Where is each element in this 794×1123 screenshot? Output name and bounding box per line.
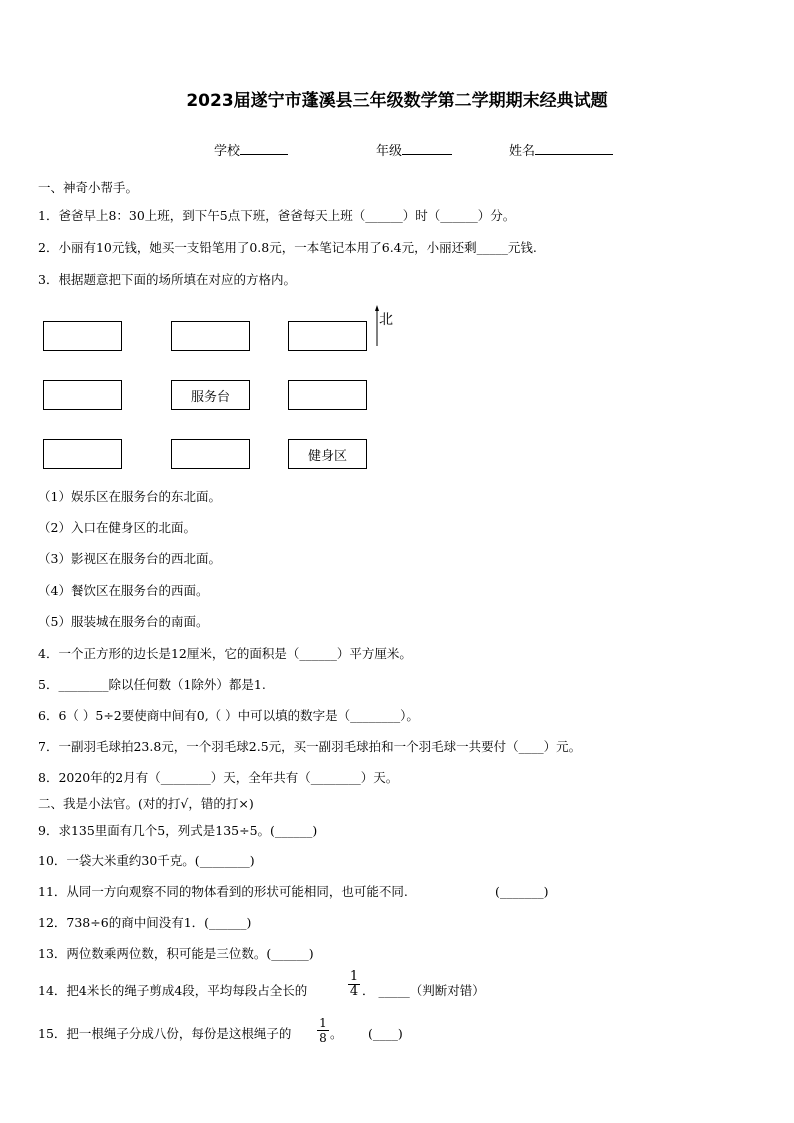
grade-label: 年级 [376,144,403,159]
north-label: 北 [379,312,393,328]
question-5: 5．________除以任何数（1除外）都是1. [38,677,266,692]
question-7: 7．一副羽毛球拍23.8元，一个羽毛球2.5元，买一副羽毛球拍和一个羽毛球一共要付（____）元。 [38,739,582,754]
school-blank [240,142,288,155]
question-2: 2．小丽有10元钱，她买一支铅笔用了0.8元，一本笔记本用了6.4元，小丽还剩_____元钱. [38,240,537,255]
name-blank [535,142,613,155]
question-11: 11．从同一方向观察不同的物体看到的形状可能相同，也可能不同. [38,884,408,899]
grid-cell-gym: 健身区 [288,439,367,469]
grid-cell [288,380,367,410]
fraction-denominator: 8 [319,1031,327,1045]
clue-4: （4）餐饮区在服务台的西面。 [38,583,209,598]
section-heading-1: 一、神奇小帮手。 [38,180,139,195]
school-field [214,140,288,159]
question-15-text: 15．把一根绳子分成八份，每份是这根绳子的 [38,1026,292,1041]
grid-cell-service-desk: 服务台 [171,380,250,410]
question-6: 6．6（ ）5÷2要使商中间有0,（ ）中可以填的数字是（________）。 [38,708,419,723]
question-11-blank: (_______) [495,884,549,899]
grid-cell [288,321,367,351]
fraction-numerator: 1 [317,1016,329,1031]
question-15-tail: 。 [330,1026,343,1041]
grid-cell [43,439,122,469]
question-14-text: 14．把4米长的绳子剪成4段，平均每段占全长的 [38,983,308,998]
grade-field [376,140,452,159]
question-14-tail: ． _____（判断对错） [362,983,485,998]
grid-cell [171,321,250,351]
clue-1: （1）娱乐区在服务台的东北面。 [38,489,221,504]
school-label: 学校 [214,144,241,159]
fraction-one-quarter [348,970,360,999]
question-12: 12．738÷6的商中间没有1．(______) [38,915,252,930]
question-8: 8．2020年的2月有（________）天，全年共有（________）天。 [38,770,399,785]
fraction-numerator: 1 [349,969,359,984]
question-13: 13．两位数乘两位数，积可能是三位数。(______) [38,946,314,961]
grid-cell [171,439,250,469]
question-9: 9．求135里面有几个5，列式是135÷5。(______) [38,823,318,838]
question-1: 1．爸爸早上8：30上班，到下午5点下班，爸爸每天上班（______）时（______）分。 [38,208,516,223]
name-label: 姓名 [509,144,536,159]
fraction-denominator: 4 [349,984,359,999]
question-3: 3．根据题意把下面的场所填在对应的方格内。 [38,272,296,287]
grid-cell [43,380,122,410]
question-15-blank: (____) [368,1026,403,1041]
question-4: 4．一个正方形的边长是12厘米，它的面积是（______）平方厘米。 [38,646,412,661]
grid-cell [43,321,122,351]
page-title: 2023届遂宁市蓬溪县三年级数学第二学期期末经典试题 [186,91,608,111]
fraction-one-eighth [317,1016,329,1045]
section-heading-2: 二、我是小法官。(对的打√，错的打×) [38,796,254,811]
name-field [509,140,613,159]
clue-2: （2）入口在健身区的北面。 [38,520,196,535]
clue-5: （5）服装城在服务台的南面。 [38,614,209,629]
clue-3: （3）影视区在服务台的西北面。 [38,551,221,566]
question-10: 10．一袋大米重约30千克。(________) [38,853,255,868]
grade-blank [402,142,452,155]
